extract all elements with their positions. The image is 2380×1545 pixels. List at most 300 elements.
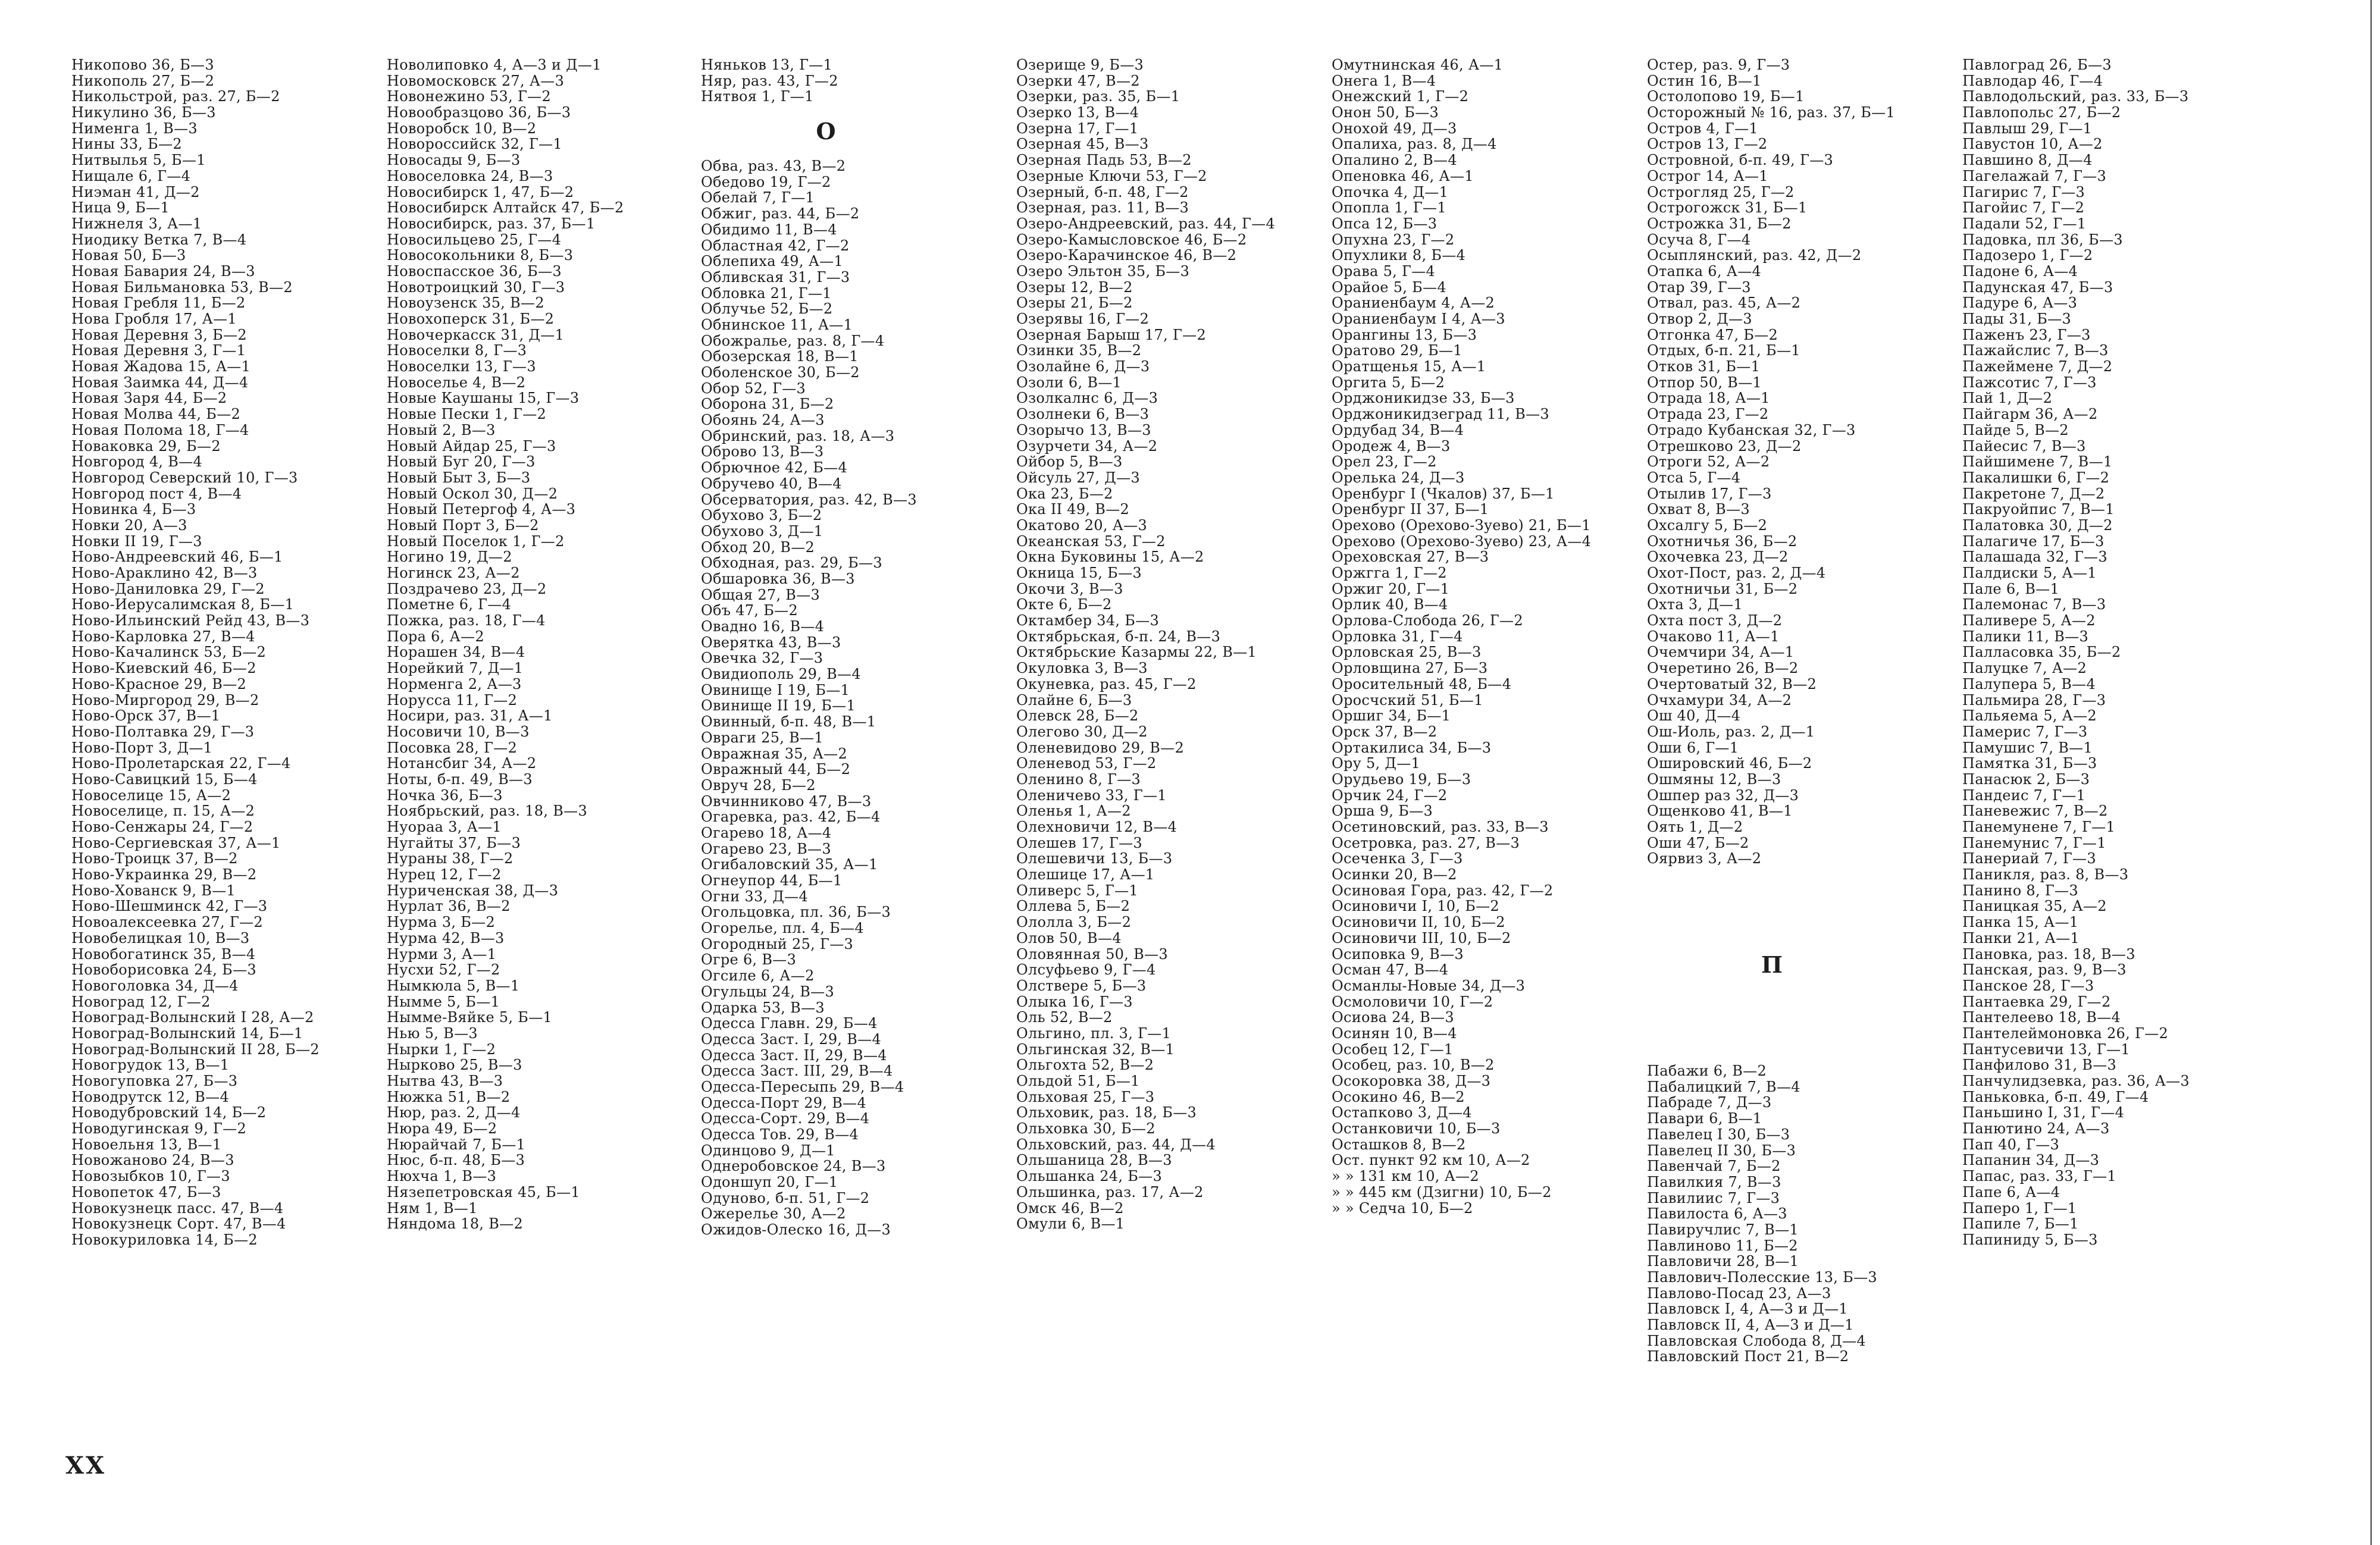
index-entry: Нью 5, В—3 [387, 1025, 478, 1042]
index-entry: Палашада 32, Г—3 [1962, 549, 2107, 565]
index-entry: Охотничья 36, Б—2 [1647, 533, 1797, 550]
index-entry: Оливерс 5, Г—1 [1016, 882, 1138, 899]
index-entry: Ольгино, пл. 3, Г—1 [1016, 1025, 1172, 1042]
index-entry: Новая Молва 44, Б—2 [71, 406, 241, 422]
index-entry: Новоборисовка 24, Б—3 [71, 962, 256, 978]
index-entry: Новоробск 10, В—2 [387, 120, 537, 137]
index-entry: Отпор 50, В—1 [1647, 374, 1762, 391]
index-entry: Новгород пост 4, В—4 [71, 485, 242, 502]
index-entry: Осиова 24, В—3 [1332, 1010, 1454, 1026]
index-entry: Пожка, раз. 18, Г—4 [387, 613, 546, 629]
index-entry: Олствере 5, Б—3 [1016, 977, 1147, 994]
index-entry: Осетровка, раз. 27, В—3 [1332, 835, 1520, 851]
index-entry: Ост. пункт 92 км 10, А—2 [1332, 1152, 1530, 1169]
index-entry: Новогрудок 13, В—1 [71, 1057, 230, 1073]
index-entry: Окатово 20, А—3 [1016, 517, 1148, 534]
index-entry: Нымме 5, Б—1 [387, 994, 500, 1010]
index-entry: Ново-Киевский 46, Б—2 [71, 660, 256, 676]
index-entry: Новая Деревня 3, Г—1 [71, 343, 246, 359]
index-entry: Палуцке 7, А—2 [1962, 660, 2087, 676]
index-entry: Павилиис 7, Г—3 [1647, 1190, 1780, 1206]
index-entry: Октябрьская, б-п. 24, В—3 [1016, 628, 1221, 645]
index-entry: Оболенское 30, Б—2 [701, 365, 860, 381]
index-entry: Омули 6, В—1 [1016, 1216, 1125, 1232]
index-entry: Павилкия 7, В—3 [1647, 1174, 1781, 1190]
index-entry: Орловка 31, Г—4 [1332, 628, 1463, 645]
index-entry: Нязепетровская 45, Б—1 [387, 1184, 580, 1201]
index-entry: Пагойис 7, Г—2 [1962, 200, 2085, 216]
index-entry: Овруч 28, Б—2 [701, 777, 816, 794]
index-entry: Ница 9, Б—1 [71, 200, 170, 216]
index-entry: Павлоград 26, Б—3 [1962, 57, 2112, 73]
index-entry: Омутнинская 46, А—1 [1332, 57, 1504, 73]
index-entry: Ново-Андреевский 46, Б—1 [71, 549, 283, 565]
index-entry: Остин 16, В—1 [1647, 73, 1762, 89]
index-entry: Ореховская 27, В—3 [1332, 549, 1489, 565]
index-entry: Орлик 40, В—4 [1332, 597, 1448, 613]
index-entry: Ново-Порт 3, Д—1 [71, 739, 213, 756]
index-entry: Олешев 17, Г—3 [1016, 835, 1142, 851]
index-entry: Отылив 17, Г—3 [1647, 485, 1772, 502]
index-entry: Острогожск 31, Б—1 [1647, 200, 1808, 216]
index-entry: Оярвиз 3, А—2 [1647, 851, 1762, 867]
index-entry: Оброво 13, В—3 [701, 444, 824, 460]
index-entry: Осман 47, В—4 [1332, 962, 1449, 978]
index-column-3 [701, 57, 1010, 1238]
index-entry: Ололла 3, Б—2 [1016, 914, 1132, 930]
index-entry: Нюра 49, Б—2 [387, 1121, 497, 1137]
index-entry: Орел 23, Г—2 [1332, 454, 1437, 470]
index-entry: Озерные Ключи 53, Г—2 [1016, 168, 1207, 184]
index-entry: Орловщина 27, Б—3 [1332, 660, 1488, 676]
index-entry: Павустон 10, А—2 [1962, 136, 2103, 153]
index-entry: Пагелажай 7, Г—3 [1962, 168, 2107, 184]
index-entry: Новая Заимка 44, Д—4 [71, 374, 249, 391]
index-entry: Остапково 3, Д—4 [1332, 1105, 1472, 1121]
index-entry: Паливере 5, А—2 [1962, 613, 2096, 629]
index-entry: Панская, раз. 9, В—3 [1962, 962, 2127, 978]
index-entry: Озеро-Карачинское 46, В—2 [1016, 247, 1237, 264]
index-entry: Онон 50, Б—3 [1332, 105, 1439, 121]
index-entry: Ольгохта 52, В—2 [1016, 1057, 1154, 1073]
index-entry: Пажайслис 7, В—3 [1962, 343, 2109, 359]
index-entry: Новинка 4, Б—3 [71, 502, 196, 518]
index-entry: Павенчай 7, Б—2 [1647, 1158, 1781, 1174]
index-entry: Няр, раз. 43, Г—2 [701, 73, 838, 89]
index-entry: Осиновая Гора, раз. 42, Г—2 [1332, 882, 1554, 899]
index-entry: Нурец 12, Г—2 [387, 867, 502, 883]
index-entry: Обходная, раз. 29, Б—3 [701, 555, 882, 571]
index-entry: Папас, раз. 33, Г—1 [1962, 1168, 2116, 1184]
index-entry: Паньшино I, 31, Г—4 [1962, 1105, 2125, 1121]
index-entry: Озолнеки 6, В—3 [1016, 406, 1150, 422]
index-entry: Панемунис 7, Г—1 [1962, 835, 2106, 851]
index-entry: Няндома 18, В—2 [387, 1216, 524, 1232]
index-column-5 [1332, 57, 1641, 1216]
index-entry: Обор 52, Г—3 [701, 380, 806, 397]
index-entry: Новоград-Волынский I 28, А—2 [71, 1010, 314, 1026]
index-entry: Ока 23, Б—2 [1016, 485, 1113, 502]
index-entry: Нюхча 1, В—3 [387, 1168, 497, 1184]
index-entry: Паникля, раз. 8, В—3 [1962, 867, 2129, 883]
index-entry: Огибаловский 35, А—1 [701, 857, 878, 873]
index-entry: Озурчети 34, А—2 [1016, 438, 1158, 455]
index-entry: Огольцовка, пл. 36, Б—3 [701, 904, 891, 921]
index-entry: Очаково 11, А—1 [1647, 628, 1780, 645]
index-entry: Новосибирск, раз. 37, Б—1 [387, 215, 596, 232]
index-entry: Осиповка 9, В—3 [1332, 946, 1464, 963]
index-entry: Орайое 5, Б—4 [1332, 279, 1446, 296]
index-entry: Оленино 8, Г—3 [1016, 771, 1141, 788]
index-entry: Озерявы 16, Г—2 [1016, 311, 1150, 327]
index-entry: Павилоста 6, А—3 [1647, 1206, 1787, 1222]
index-column-3-top [701, 57, 1010, 105]
index-entry: Обрючное 42, Б—4 [701, 460, 848, 476]
index-entry: Пайде 5, В—2 [1962, 422, 2069, 438]
index-entry: Ново-Сергиевская 37, А—1 [71, 835, 281, 851]
index-entry: Огородный 25, Г—3 [701, 936, 854, 952]
index-entry: Новая Гребля 11, Б—2 [71, 295, 246, 311]
index-column-6-top [1647, 57, 1956, 867]
index-entry: Острожка 31, Б—2 [1647, 215, 1792, 232]
index-entry: Пометне 6, Г—4 [387, 597, 512, 613]
index-entry: Пайгарм 36, А—2 [1962, 406, 2098, 422]
index-entry: Новгород Северский 10, Г—3 [71, 469, 298, 486]
index-entry: Ольховский, раз. 44, Д—4 [1016, 1136, 1216, 1153]
index-entry: Новосады 9, Б—3 [387, 152, 521, 168]
index-entry: Оренбург I (Чкалов) 37, Б—1 [1332, 485, 1555, 502]
index-entry: Очертоватый 32, В—2 [1647, 676, 1817, 692]
index-entry: Новоалексеевка 27, Г—2 [71, 914, 263, 930]
index-entry: Новосибирск 1, 47, Б—2 [387, 184, 574, 200]
index-entry: Объ 47, Б—2 [701, 603, 798, 619]
index-entry: Нищале 6, Г—4 [71, 168, 191, 184]
index-entry: Обожралье, раз. 8, Г—4 [701, 333, 885, 349]
index-entry: Ошировский 46, Б—2 [1647, 756, 1812, 772]
index-entry: Одесса Тов. 29, В—4 [701, 1127, 859, 1143]
index-entry: Нурма 3, Б—2 [387, 914, 496, 930]
index-entry: Озолайне 6, Д—3 [1016, 359, 1150, 375]
index-entry: Огнеупор 44, Б—1 [701, 873, 843, 889]
index-entry: Пальмира 28, Г—3 [1962, 692, 2106, 709]
index-entry: Озолкалнс 6, Д—3 [1016, 390, 1158, 407]
index-entry: Папиниду 5, Б—3 [1962, 1231, 2098, 1248]
index-entry: Ново-Пролетарская 22, Г—4 [71, 756, 291, 772]
index-entry: Остров 13, Г—2 [1647, 136, 1768, 153]
index-entry: Ново-Даниловка 29, Г—2 [71, 581, 265, 597]
index-entry: Носири, раз. 31, А—1 [387, 708, 553, 724]
index-entry: Нугайты 37, Б—3 [387, 835, 521, 851]
index-entry: Олешевичи 13, Б—3 [1016, 851, 1173, 867]
index-entry: Ново-Ильинский Рейд 43, В—3 [71, 613, 310, 629]
index-entry: Отар 39, Г—3 [1647, 279, 1751, 296]
index-entry: Огре 6, В—3 [701, 952, 797, 969]
index-entry: Осеченка 3, Г—3 [1332, 851, 1463, 867]
index-entry: Облучье 52, Б—2 [701, 301, 833, 317]
index-entry: Обозерская 18, В—1 [701, 349, 859, 365]
index-entry: Палатовка 30, Д—2 [1962, 517, 2113, 534]
index-entry: Орелька 24, Д—3 [1332, 469, 1465, 486]
index-entry: Оленичево 33, Г—1 [1016, 787, 1167, 804]
index-entry: Оять 1, Д—2 [1647, 819, 1743, 835]
index-entry: Ордубад 34, В—4 [1332, 422, 1464, 438]
index-entry: Огаревка, раз. 42, Б—4 [701, 809, 881, 825]
index-entry: Озерки, раз. 35, Б—1 [1016, 89, 1180, 105]
index-entry: » » 445 км (Дзигни) 10, Б—2 [1332, 1184, 1552, 1201]
index-entry: Новодрутск 12, В—4 [71, 1089, 230, 1105]
index-entry: Овчинниково 47, В—3 [701, 793, 872, 810]
index-entry: Обход 20, В—2 [701, 539, 815, 556]
index-entry: Одесса Заст. III, 29, В—4 [701, 1063, 893, 1079]
index-entry: Ору 5, Д—1 [1332, 756, 1421, 772]
index-entry: Нусхи 52, Г—2 [387, 962, 500, 978]
index-entry: Новые Пески 1, Г—2 [387, 406, 547, 422]
index-entry: Охочевка 23, Д—2 [1647, 549, 1789, 565]
index-entry: Нытва 43, В—3 [387, 1073, 503, 1089]
index-entry: Овраги 25, В—1 [701, 729, 823, 746]
index-entry: Пабалицкий 7, В—4 [1647, 1079, 1800, 1095]
index-entry: Новокузнецк Сорт. 47, В—4 [71, 1216, 286, 1232]
index-entry: Пабраде 7, Д—3 [1647, 1095, 1772, 1111]
index-entry: Новоград 12, Г—2 [71, 994, 211, 1010]
index-entry: Отапка 6, А—4 [1647, 263, 1762, 280]
index-entry: » » 131 км 10, А—2 [1332, 1168, 1480, 1184]
index-entry: Опалиха, раз. 8, Д—4 [1332, 136, 1497, 153]
index-entry: Огорелье, пл. 4, Б—4 [701, 920, 864, 936]
index-entry: Овинище II 19, Б—1 [701, 698, 856, 714]
index-entry: Отвор 2, Д—3 [1647, 311, 1752, 327]
index-entry: Новокуриловка 14, Б—2 [71, 1231, 258, 1248]
index-entry: Одарка 53, В—3 [701, 999, 825, 1016]
index-entry: Оросчский 51, Б—1 [1332, 692, 1483, 709]
index-entry: Новоселице 15, А—2 [71, 787, 231, 804]
index-entry: Павлово-Посад 23, А—3 [1647, 1285, 1831, 1302]
index-entry: Обжиг, раз. 44, Б—2 [701, 206, 860, 222]
index-entry: Обручево 40, В—4 [701, 475, 842, 492]
index-entry: Оратщенья 15, А—1 [1332, 359, 1486, 375]
index-entry: Пажсотис 7, Г—3 [1962, 374, 2097, 391]
index-entry: Ораниенбаум I 4, А—3 [1332, 311, 1505, 327]
index-entry: Обедово 19, Г—2 [701, 174, 831, 190]
index-entry: Новобогатинск 35, В—4 [71, 946, 256, 963]
index-entry: Панасюк 2, Б—3 [1962, 771, 2090, 788]
index-entry: Падозеро 1, Г—2 [1962, 247, 2093, 264]
index-entry: Падоне 6, А—4 [1962, 263, 2078, 280]
index-entry: Новосибирск Алтайск 47, Б—2 [387, 200, 624, 216]
index-entry: Пандеис 7, Г—1 [1962, 787, 2086, 804]
index-entry: Павелец II 30, Б—3 [1647, 1142, 1796, 1159]
index-entry: Пакруойпис 7, В—1 [1962, 502, 2115, 518]
index-entry: Окочи 3, В—3 [1016, 581, 1123, 597]
index-entry: Ольховая 25, Г—3 [1016, 1089, 1155, 1105]
index-entry: Ново-Сенжары 24, Г—2 [71, 819, 253, 835]
index-entry: Опеновка 46, А—1 [1332, 168, 1474, 184]
index-entry: Огарево 18, А—4 [701, 825, 832, 841]
index-entry: Овидиополь 29, В—4 [701, 666, 861, 682]
index-entry: Новобелицкая 10, В—3 [71, 930, 250, 947]
index-entry: Озеры 12, В—2 [1016, 279, 1133, 296]
index-entry: Павиручлис 7, В—1 [1647, 1221, 1799, 1238]
index-entry: Падунская 47, Б—3 [1962, 279, 2113, 296]
index-entry: Овинище I 19, Б—1 [701, 682, 850, 698]
index-entry: Новый Поселок 1, Г—2 [387, 533, 565, 550]
index-entry: Нюс, б-п. 48, Б—3 [387, 1152, 525, 1169]
index-entry: Пажеймене 7, Д—2 [1962, 359, 2113, 375]
index-entry: Посовка 28, Г—2 [387, 739, 518, 756]
index-entry: Обнинское 11, А—1 [701, 316, 853, 333]
index-entry: Пора 6, А—2 [387, 628, 484, 645]
index-entry: Новоселовка 24, В—3 [387, 168, 553, 184]
index-entry: Остолопово 19, Б—1 [1647, 89, 1805, 105]
index-entry: Охотничьи 31, Б—2 [1647, 581, 1798, 597]
index-entry: Ока II 49, В—2 [1016, 502, 1130, 518]
index-entry: Одесса Заст. I, 29, В—4 [701, 1031, 882, 1048]
index-column-4 [1016, 57, 1326, 1232]
index-entry: Оши 47, Б—2 [1647, 835, 1749, 851]
index-entry: Оржгга 1, Г—2 [1332, 565, 1447, 581]
index-entry: Ородеж 4, В—3 [1332, 438, 1451, 455]
index-entry: Оленевод 53, Г—2 [1016, 756, 1157, 772]
index-entry: Особец, раз. 10, В—2 [1332, 1057, 1495, 1073]
index-entry: Ново-Миргород 29, В—2 [71, 692, 259, 709]
index-entry: Новый Петергоф 4, А—3 [387, 502, 576, 518]
index-entry: Палагиче 17, Б—3 [1962, 533, 2105, 550]
index-entry: Оленья 1, А—2 [1016, 803, 1131, 819]
index-entry: Ново-Красное 29, В—2 [71, 676, 247, 692]
index-entry: Обловка 21, Г—1 [701, 285, 832, 302]
index-entry: Одинцово 9, Д—1 [701, 1142, 835, 1159]
index-entry: Новоград-Волынский II 28, Б—2 [71, 1041, 320, 1058]
index-entry: Никольстрой, раз. 27, Б—2 [71, 89, 280, 105]
index-entry: Ново-Орск 37, В—1 [71, 708, 221, 724]
index-entry: Пантаевка 29, Г—2 [1962, 994, 2111, 1010]
index-entry: Няньков 13, Г—1 [701, 57, 833, 73]
index-entry: Новаковка 29, Б—2 [71, 438, 221, 455]
index-entry: Осташков 8, В—2 [1332, 1136, 1466, 1153]
index-entry: Обливская 31, Г—3 [701, 269, 850, 286]
index-entry: Озерный, б-п. 48, Г—2 [1016, 184, 1189, 200]
index-entry: Овражная 35, А—2 [701, 745, 848, 762]
index-entry: Олехновичи 12, В—4 [1016, 819, 1178, 835]
index-entry: Падуре 6, А—3 [1962, 295, 2078, 311]
index-entry: Осторожный № 16, раз. 37, Б—1 [1647, 105, 1896, 121]
index-entry: Пагирис 7, Г—3 [1962, 184, 2085, 200]
index-entry: Олешице 17, А—1 [1016, 867, 1155, 883]
page-number: XX [65, 1452, 107, 1480]
index-entry: Онежский 1, Г—2 [1332, 89, 1469, 105]
index-column-3-bottom [701, 158, 1010, 1238]
index-entry: Нятвоя 1, Г—1 [701, 89, 814, 105]
index-entry: Орехово (Орехово-Зуево) 21, Б—1 [1332, 517, 1591, 534]
index-entry: Новогуповка 27, Б—3 [71, 1073, 238, 1089]
index-entry: Панка 15, А—1 [1962, 914, 2079, 930]
index-entry: Овинный, б-п. 48, В—1 [701, 714, 876, 730]
index-entry: Пантусевичи 13, Г—1 [1962, 1041, 2130, 1058]
index-entry: Орчик 24, Г—2 [1332, 787, 1448, 804]
index-entry: Оренбург II 37, Б—1 [1332, 502, 1489, 518]
index-entry: Ногино 19, Д—2 [387, 549, 512, 565]
section-letter-p: П [1761, 951, 1783, 979]
index-entry: Павлодольский, раз. 33, Б—3 [1962, 89, 2189, 105]
index-entry: Обоянь 24, А—3 [701, 412, 825, 428]
index-entry: Озерище 9, Б—3 [1016, 57, 1144, 73]
index-entry: Отвал, раз. 45, А—2 [1647, 295, 1801, 311]
section-letter-o: О [816, 118, 836, 145]
index-entry: Орджоникидзе 33, Б—3 [1332, 390, 1515, 407]
index-entry: Очеретино 26, В—2 [1647, 660, 1799, 676]
index-entry: Нименга 1, В—3 [71, 120, 198, 137]
index-entry: Осинки 20, В—2 [1332, 867, 1457, 883]
index-entry: Новосокольники 8, Б—3 [387, 247, 574, 264]
index-entry: Падали 52, Г—1 [1962, 215, 2087, 232]
index-column-2 [387, 57, 696, 1232]
index-entry: Очхамури 34, А—2 [1647, 692, 1792, 709]
index-entry: Нураны 38, Г—2 [387, 851, 513, 867]
index-entry: Ольшаница 28, В—3 [1016, 1152, 1172, 1169]
index-entry: Опалино 2, В—4 [1332, 152, 1457, 168]
index-entry: Озоли 6, В—1 [1016, 374, 1122, 391]
index-entry: Отрадо Кубанская 32, Г—3 [1647, 422, 1856, 438]
index-entry: Ольдой 51, Б—1 [1016, 1073, 1140, 1089]
index-entry: Паницкая 35, А—2 [1962, 898, 2107, 915]
index-entry: Панчулидзевка, раз. 36, А—3 [1962, 1073, 2190, 1089]
index-entry: Ожерелье 30, А—2 [701, 1206, 846, 1223]
index-entry: Новки 20, А—3 [71, 517, 187, 534]
index-entry: Павловск I, 4, А—3 и Д—1 [1647, 1301, 1848, 1318]
index-entry: Очемчири 34, А—1 [1647, 644, 1795, 661]
index-entry: Онега 1, В—4 [1332, 73, 1436, 89]
index-entry: Ниэман 41, Д—2 [71, 184, 200, 200]
index-entry: Паперо 1, Г—1 [1962, 1200, 2077, 1217]
index-entry: Ошмяны 12, В—3 [1647, 771, 1781, 788]
index-entry: Ново-Полтавка 29, Г—3 [71, 723, 255, 740]
index-entry: Палласовка 35, Б—2 [1962, 644, 2121, 661]
index-entry: Обухово 3, Д—1 [701, 523, 823, 540]
index-entry: Пакретоне 7, Д—2 [1962, 485, 2105, 502]
index-entry: Новый Порт 3, Б—2 [387, 517, 539, 534]
index-entry: Пайшимене 7, В—1 [1962, 454, 2113, 470]
index-entry: Областная 42, Г—2 [701, 237, 850, 254]
index-entry: Новолиповко 4, А—3 и Д—1 [387, 57, 602, 73]
index-entry: Обшаровка 36, В—3 [701, 571, 855, 587]
index-entry: Новоузенск 35, В—2 [387, 295, 544, 311]
index-entry: Нитвылья 5, Б—1 [71, 152, 206, 168]
index-entry: Нурлат 36, В—2 [387, 898, 511, 915]
index-entry: Островной, б-п. 49, Г—3 [1647, 152, 1834, 168]
index-entry: Пап 40, Г—3 [1962, 1136, 2060, 1153]
index-entry: Ново-Троицк 37, В—2 [71, 851, 238, 867]
index-entry: Обсерватория, раз. 42, В—3 [701, 491, 917, 508]
index-entry: Никулино 36, Б—3 [71, 105, 216, 121]
index-entry: Ортакилиса 34, Б—3 [1332, 739, 1492, 756]
index-entry: Новая Полома 18, Г—4 [71, 422, 249, 438]
index-entry: Оверятка 43, В—3 [701, 634, 841, 651]
index-entry: Олайне 6, Б—3 [1016, 692, 1132, 709]
index-entry: Нюр, раз. 2, Д—4 [387, 1105, 521, 1121]
index-entry: Норменга 2, А—3 [387, 676, 522, 692]
index-entry: Олов 50, В—4 [1016, 930, 1122, 947]
index-entry: Нырки 1, Г—2 [387, 1041, 496, 1058]
index-entry: Озинки 35, В—2 [1016, 343, 1142, 359]
index-entry: Особец 12, Г—1 [1332, 1041, 1454, 1058]
index-entry: Окте 6, Б—2 [1016, 597, 1112, 613]
index-entry: Одесса Главн. 29, Б—4 [701, 1016, 878, 1032]
index-entry: Нымкюла 5, В—1 [387, 977, 520, 994]
index-entry: Пады 31, Б—3 [1962, 311, 2072, 327]
index-entry: Новый Оскол 30, Д—2 [387, 485, 558, 502]
index-entry: Ольховик, раз. 18, Б—3 [1016, 1105, 1197, 1121]
index-entry: Острогляд 25, Г—2 [1647, 184, 1795, 200]
